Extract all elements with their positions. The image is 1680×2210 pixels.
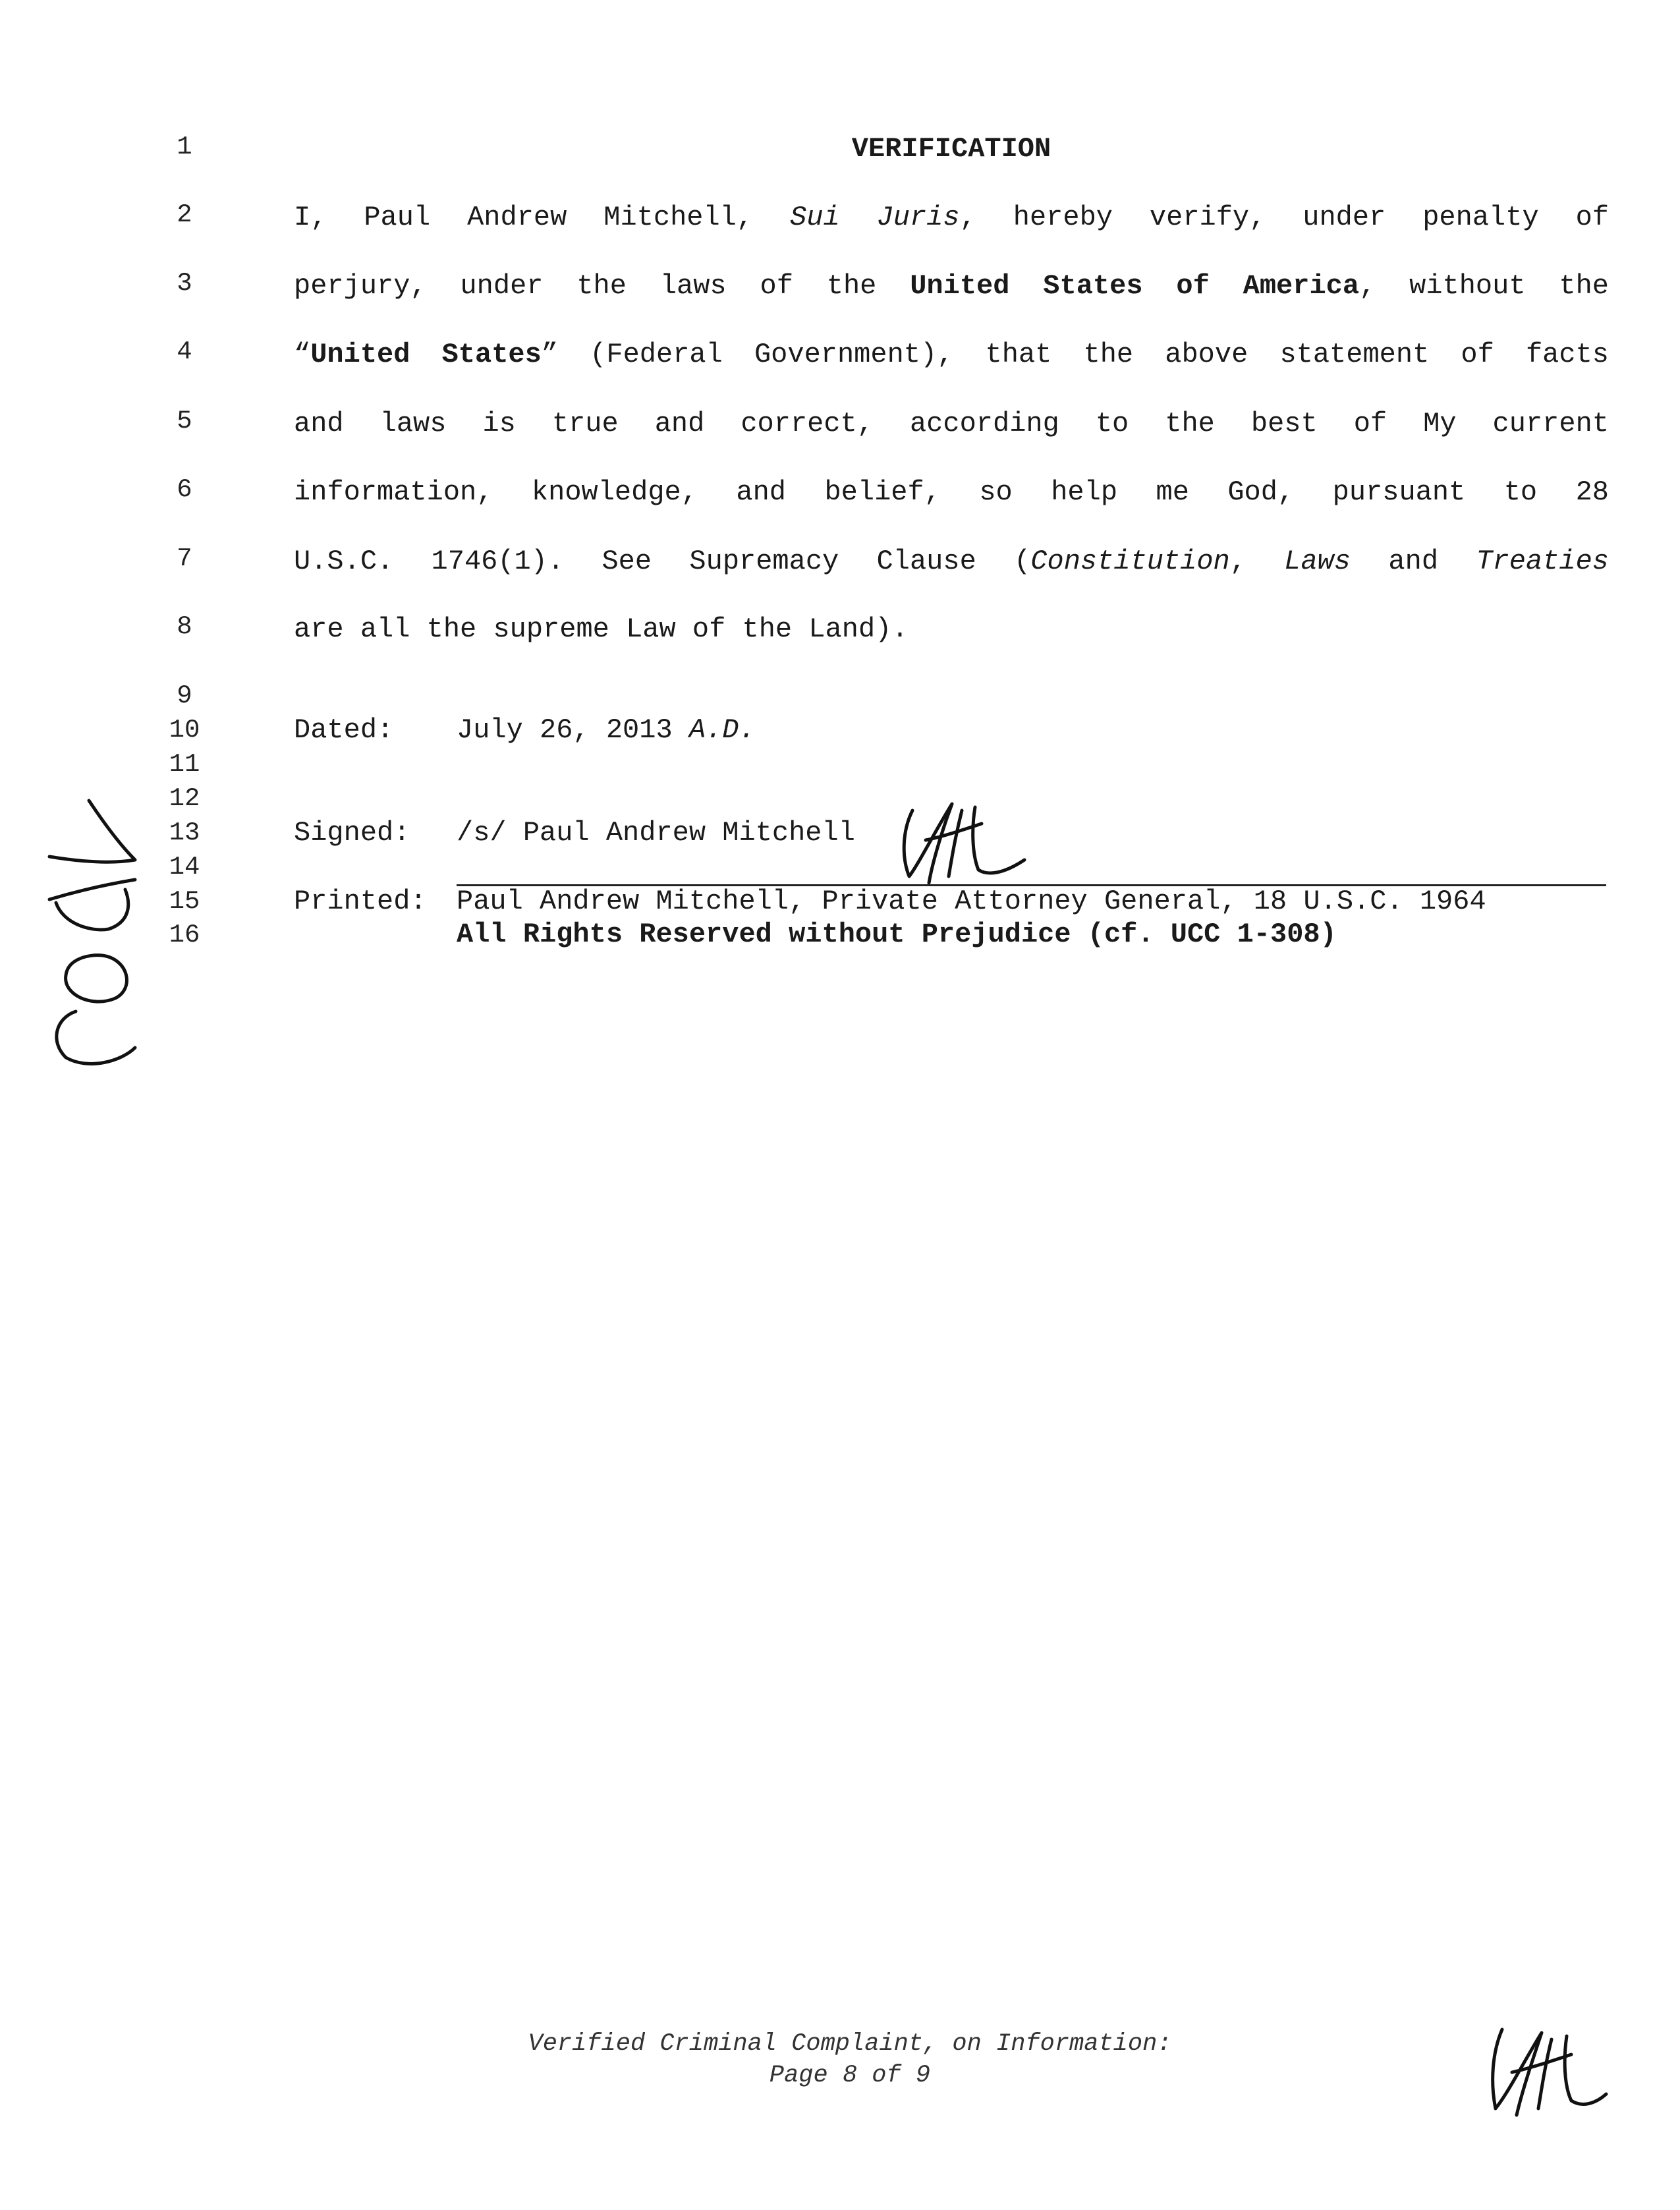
line-number-7: 7: [177, 544, 192, 573]
line-number-2: 2: [177, 200, 192, 229]
signed-label: Signed:: [294, 817, 410, 849]
line-number-5: 5: [177, 407, 192, 436]
footer-initials-mark: [1476, 2016, 1608, 2122]
line-number-6: 6: [177, 475, 192, 504]
line-number-14: 14: [169, 853, 200, 882]
line-number-11: 11: [169, 750, 200, 779]
dated-value: July 26, 2013 A.D.: [457, 714, 756, 746]
copy-handwritten-stamp: [36, 791, 148, 1067]
body-line-2: I, Paul Andrew Mitchell, Sui Juris, hereby verify, under penalty of: [294, 202, 1609, 233]
footer-document-title: Verified Criminal Complaint, on Information:: [528, 2030, 1172, 2058]
printed-label: Printed:: [294, 886, 427, 917]
printed-name: Paul Andrew Mitchell, Private Attorney General, 18 U.S.C. 1964: [457, 886, 1486, 917]
body-line-6: information, knowledge, and belief, so help me God, pursuant to 28: [294, 476, 1609, 508]
line-number-10: 10: [169, 716, 200, 745]
line-number-9: 9: [177, 681, 192, 710]
line-number-16: 16: [169, 921, 200, 949]
line-number-13: 13: [169, 818, 200, 847]
signature-mark: [889, 791, 1028, 890]
line-number-1: 1: [177, 132, 192, 161]
body-line-5: and laws is true and correct, according to the best of My current: [294, 408, 1609, 439]
body-line-4: “United States” (Federal Government), that the above statement of facts: [294, 339, 1609, 370]
rights-reserved: All Rights Reserved without Prejudice (cf. UCC 1-308): [457, 919, 1337, 950]
line-number-15: 15: [169, 887, 200, 916]
body-line-7: U.S.C. 1746(1). See Supremacy Clause (Constitution, Laws and Treaties: [294, 546, 1609, 577]
dated-label: Dated:: [294, 714, 394, 746]
signed-value: /s/ Paul Andrew Mitchell: [457, 817, 855, 849]
line-number-8: 8: [177, 612, 192, 641]
body-line-3: perjury, under the laws of the United States of America, without the: [294, 270, 1609, 302]
line-number-4: 4: [177, 337, 192, 366]
document-title: VERIFICATION: [851, 133, 1051, 165]
line-number-12: 12: [169, 784, 200, 813]
footer-page-number: Page 8 of 9: [769, 2062, 931, 2089]
body-line-8: are all the supreme Law of the Land).: [294, 613, 909, 645]
line-number-3: 3: [177, 269, 192, 298]
